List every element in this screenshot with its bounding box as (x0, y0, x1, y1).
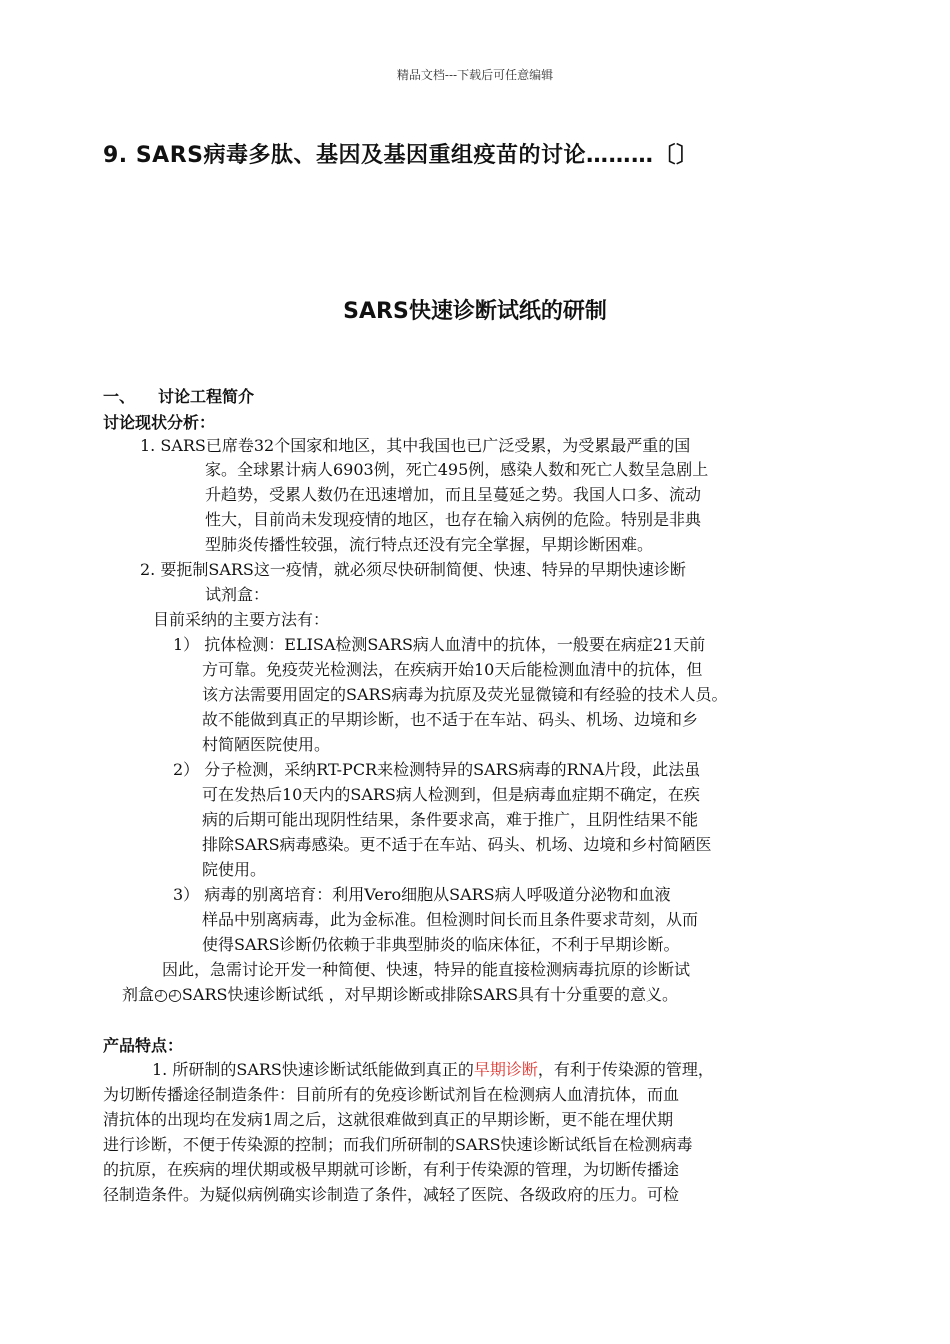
method-line: 院使用。 (202, 860, 267, 879)
feature-line (152, 1058, 714, 1082)
method-line: 故不能做到真正的早期诊断，也不适于在车站、码头、机场、边境和乡 (202, 710, 699, 729)
conclusion-line: 剂盒◴◴SARS快速诊断试纸 ，对早期诊断或排除SARS具有十分重要的意义。 (122, 985, 679, 1004)
status-line: 1. SARS已席卷32个国家和地区，其中我国也已广泛受累，为受累最严重的国 (140, 436, 691, 455)
status-line: 性大，目前尚未发现疫情的地区，也存在输入病例的危险。特别是非典 (205, 510, 702, 529)
feature-line: 进行诊断，不便于传染源的控制；而我们所研制的SARS快速诊断试纸旨在检测病毒 (103, 1135, 693, 1154)
section-number: 一、 (103, 387, 136, 406)
page-header: 精品文档---下载后可任意编辑 (396, 68, 554, 82)
feature-line: 清抗体的出现均在发病1周之后，这就很难做到真正的早期诊断，更不能在埋伏期 (103, 1110, 674, 1129)
method-line: 使得SARS诊断仍依赖于非典型肺炎的临床体征，不利于早期诊断。 (202, 935, 680, 954)
section-heading-9: 9. SARS病毒多肽、基因及基因重组疫苗的讨论………〔〕 (103, 143, 699, 168)
conclusion-line: 因此，急需讨论开发一种简便、快速，特异的能直接检测病毒抗原的诊断试 (162, 960, 691, 979)
feature-line: 径制造条件。为疑似病例确实诊制造了条件，减轻了医院、各级政府的压力。可检 (103, 1185, 680, 1204)
method-line: 该方法需要用固定的SARS病毒为抗原及荧光显微镜和有经验的技术人员。 (202, 685, 728, 704)
method-line: 样品中别离病毒，此为金标准。但检测时间长而且条件要求苛刻，从而 (202, 910, 699, 929)
status-line: 试剂盒： (205, 585, 270, 604)
document-title: SARS快速诊断试纸的研制 (343, 299, 607, 324)
method-line: 村简陋医院使用。 (202, 735, 331, 754)
method-line: 排除SARS病毒感染。更不适于在车站、码头、机场、边境和乡村简陋医 (202, 835, 712, 854)
feature-highlight: 早期诊断 (473, 1060, 538, 1079)
status-heading: 讨论现状分析： (103, 413, 216, 432)
feature-first-suffix: ，有利于传染源的管理， (537, 1060, 714, 1079)
status-line: 家。全球累计病人6903例，死亡495例，感染人数和死亡人数呈急剧上 (205, 460, 709, 479)
method-line: 方可靠。免疫荧光检测法，在疾病开始10天后能检测血清中的抗体，但 (202, 660, 703, 679)
section-label: 讨论工程简介 (158, 387, 255, 406)
methods-intro: 目前采纳的主要方法有： (153, 610, 330, 629)
feature-first-prefix: 1. 所研制的SARS快速诊断试纸能做到真正的 (152, 1060, 474, 1079)
features-heading: 产品特点： (103, 1036, 184, 1055)
method-line: 1） 抗体检测：ELISA检测SARS病人血清中的抗体，一般要在病症21天前 (173, 635, 706, 654)
method-line: 病的后期可能出现阴性结果，条件要求高，难于推广，且阴性结果不能 (202, 810, 699, 829)
feature-line: 为切断传播途径制造条件：目前所有的免疫诊断试剂旨在检测病人血清抗体，而血 (103, 1085, 680, 1104)
status-line: 2. 要扼制SARS这一疫情，就必须尽快研制简便、快速、特异的早期快速诊断 (140, 560, 686, 579)
method-line: 可在发热后10天内的SARS病人检测到，但是病毒血症期不确定，在疾 (202, 785, 700, 804)
method-line: 3） 病毒的别离培育：利用Vero细胞从SARS病人呼吸道分泌物和血液 (173, 885, 671, 904)
feature-line: 的抗原，在疾病的埋伏期或极早期就可诊断，有利于传染源的管理，为切断传播途 (103, 1160, 680, 1179)
status-line: 升趋势，受累人数仍在迅速增加，而且呈蔓延之势。我国人口多、流动 (205, 485, 702, 504)
status-line: 型肺炎传播性较强，流行特点还没有完全掌握，早期诊断困难。 (205, 535, 654, 554)
method-line: 2） 分子检测，采纳RT-PCR来检测特异的SARS病毒的RNA片段，此法虽 (173, 760, 701, 779)
